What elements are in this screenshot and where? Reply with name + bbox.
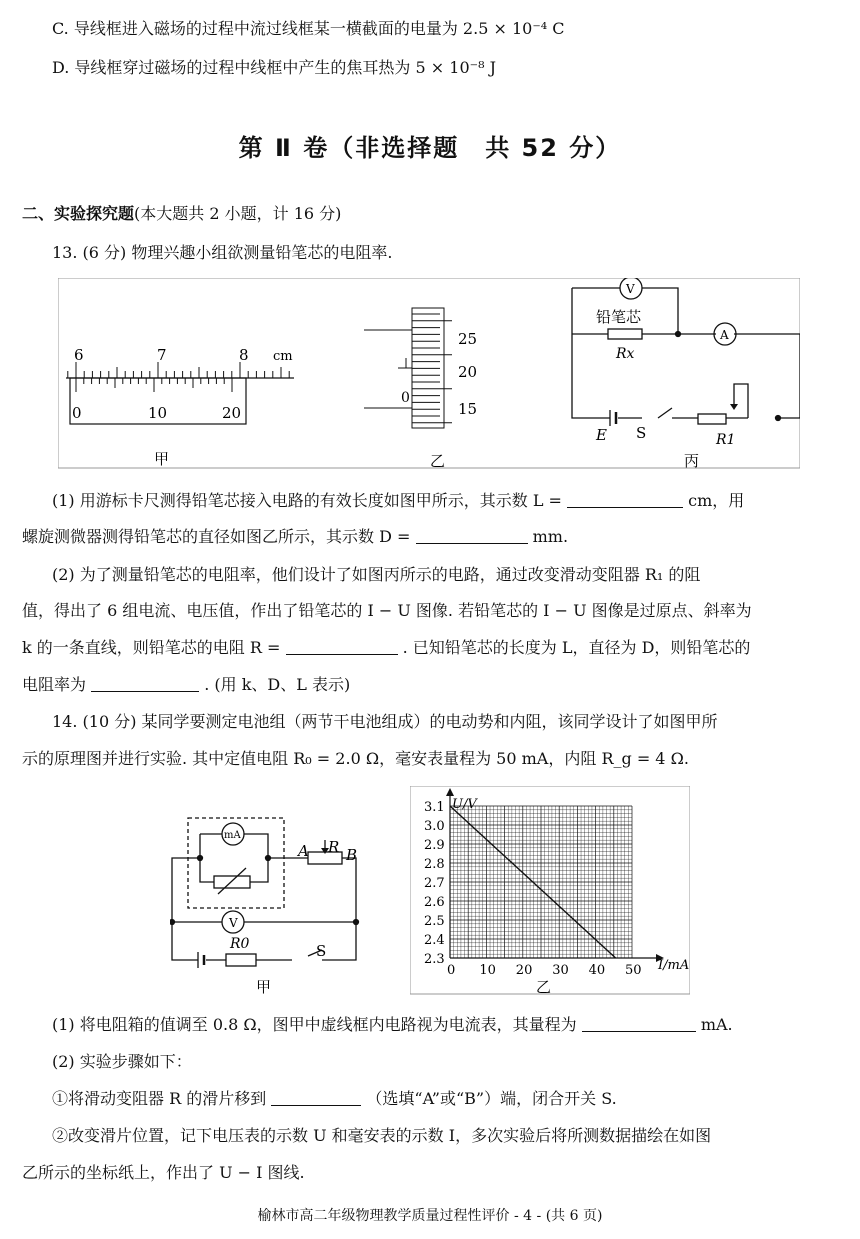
part2-title: 二、实验探究题 (22, 204, 135, 223)
x-tick-label: 10 (479, 963, 496, 978)
circuit-r1-label: R1 (716, 432, 736, 448)
answer-blank-L[interactable] (567, 491, 683, 508)
micrometer-20: 20 (458, 363, 478, 381)
answer-blank-D[interactable] (416, 527, 528, 544)
q14-ma-label: mA (224, 830, 241, 841)
y-tick-label: 2.5 (424, 914, 445, 929)
circuit-a-label: A (720, 328, 729, 342)
q14-p2: (2) 实验步骤如下： (52, 1052, 192, 1071)
section-title: 第 Ⅱ 卷（非选择题 共 52 分） (238, 134, 622, 162)
q14-stem-b: 示的原理图并进行实验. 其中定值电阻 R₀ = 2.0 Ω，毫安表量程为 50 mA，内阻 R_g = 4 Ω. (22, 749, 689, 768)
micrometer-zero: 0 (401, 390, 410, 406)
q13-p2b: 值，得出了 6 组电流、电压值，作出了铅笔芯的 I − U 图像. 若铅笔芯的 I − U 图像是过原点、斜率为 (22, 601, 752, 620)
q13-p2d-tail: . (用 k、D、L 表示) (204, 675, 351, 694)
x-tick-label: 50 (625, 963, 642, 978)
caliper-vernier-0: 0 (72, 404, 82, 422)
q14-p1 (52, 1014, 838, 1036)
q13-p1a (52, 490, 838, 512)
answer-blank-R[interactable] (286, 638, 398, 655)
option-d: D. 导线框穿过磁场的过程中线框中产生的焦耳热为 5 × 10⁻⁸ J (52, 58, 496, 77)
circuit-s-label: S (636, 424, 647, 442)
caliper-main-8: 8 (239, 346, 249, 364)
q14-step1 (52, 1088, 838, 1110)
q14-r-label: R (328, 838, 340, 856)
y-tick-label: 2.9 (424, 838, 445, 853)
x-axis-label: I/mA (658, 958, 690, 973)
fig-label-yi-2: 乙 (536, 978, 552, 996)
part2-note: (本大题共 2 小题，计 16 分) (134, 204, 342, 223)
q13-p1b-unit: mm. (532, 527, 569, 546)
y-axis-label: U/V (452, 797, 477, 812)
q14-step1-text: ①将滑动变阻器 R 的滑片移到 (52, 1089, 267, 1108)
page-footer: 榆林市高二年级物理教学质量过程性评价 - 4 - (共 6 页) (257, 1208, 603, 1224)
y-tick-label: 2.7 (424, 876, 445, 891)
y-axis-arrow-icon (446, 788, 454, 796)
q14-step2a: ②改变滑片位置，记下电压表的示数 U 和毫安表的示数 I，多次实验后将所测数据描绘在如图 (52, 1126, 712, 1145)
q14-p1-text: (1) 将电阻箱的值调至 0.8 Ω，图甲中虚线框内电路视为电流表，其量程为 (52, 1015, 577, 1034)
q13-stem: 13. (6 分) 物理兴趣小组欲测量铅笔芯的电阻率. (52, 243, 393, 262)
circuit-v-label: V (626, 282, 635, 296)
q14-r0-label: R0 (230, 936, 250, 952)
vernier-caliper (66, 346, 294, 468)
caliper-vernier-20: 20 (222, 404, 242, 422)
y-tick-label: 2.6 (424, 895, 445, 910)
answer-blank-rho[interactable] (91, 675, 199, 692)
q13-p1a-text: (1) 用游标卡尺测得铅笔芯接入电路的有效长度如图甲所示，其示数 L = (52, 491, 562, 510)
q14-s-label: S (316, 942, 327, 960)
answer-blank-range[interactable] (582, 1015, 696, 1032)
caliper-vernier-10: 10 (148, 404, 168, 422)
q14-step2b: 乙所示的坐标纸上，作出了 U − I 图线. (22, 1163, 305, 1182)
x-tick-label: 40 (588, 963, 606, 978)
q13-figure (58, 278, 800, 470)
q13-p1b (22, 526, 838, 548)
q13-p2c-text: k 的一条直线，则铅笔芯的电阻 R = (22, 638, 281, 657)
y-tick-label: 3.0 (424, 819, 445, 834)
q13-p1a-unit: cm，用 (688, 491, 745, 510)
q14-stem-a: 14. (10 分) 某同学要测定电池组（两节干电池组成）的电动势和内阻，该同学设计了如图甲所 (52, 712, 718, 731)
x-tick-label: 0 (447, 963, 456, 978)
y-tick-label: 2.4 (424, 933, 445, 948)
caliper-unit: cm (273, 349, 293, 364)
q14-a-label: A (298, 842, 309, 860)
caliper-main-7: 7 (157, 346, 167, 364)
circuit-element-label: 铅笔芯 (596, 308, 642, 326)
q13-p2a: (2) 为了测量铅笔芯的电阻率，他们设计了如图丙所示的电路，通过改变滑动变阻器 R₁ 的阻 (52, 565, 701, 584)
q13-p2c (22, 637, 838, 659)
q13-p2c-tail: . 已知铅笔芯的长度为 L，直径为 D，则铅笔芯的 (402, 638, 751, 657)
option-c: C. 导线框进入磁场的过程中流过线框某一横截面的电量为 2.5 × 10⁻⁴ C (52, 19, 565, 38)
q13-p2d-text: 电阻率为 (22, 675, 87, 694)
q14-circuit (170, 800, 402, 996)
y-tick-label: 3.1 (424, 800, 445, 815)
rheostat-arrow-icon (730, 404, 738, 410)
micrometer-25: 25 (458, 330, 478, 348)
q13-p2d (22, 674, 838, 696)
q14-v-label: V (229, 916, 238, 930)
x-tick-label: 20 (515, 963, 533, 978)
circuit-rx-label: Rx (616, 346, 635, 362)
q14-p1-unit: mA. (700, 1015, 733, 1034)
q14-b-label: B (346, 846, 358, 864)
micrometer (364, 308, 477, 470)
y-tick-label: 2.8 (424, 857, 445, 872)
fig-label-bing: 丙 (684, 452, 700, 470)
micrometer-15: 15 (458, 400, 478, 418)
q13-p1b-text: 螺旋测微器测得铅笔芯的直径如图乙所示，其示数 D = (22, 527, 411, 546)
answer-blank-end[interactable] (271, 1089, 361, 1106)
fig-label-yi: 乙 (430, 452, 446, 470)
fig-label-jia: 甲 (154, 450, 170, 468)
u-i-chart (410, 786, 690, 996)
caliper-main-6: 6 (74, 346, 84, 364)
y-tick-label: 2.3 (424, 952, 445, 967)
circuit-e-label: E (596, 426, 607, 444)
q14-step1-tail: （选填“A”或“B”）端，闭合开关 S. (366, 1089, 617, 1108)
circuit-bing (572, 278, 800, 426)
fig-label-jia-2: 甲 (256, 978, 272, 996)
x-tick-label: 30 (552, 963, 569, 978)
part2-heading (22, 203, 838, 225)
